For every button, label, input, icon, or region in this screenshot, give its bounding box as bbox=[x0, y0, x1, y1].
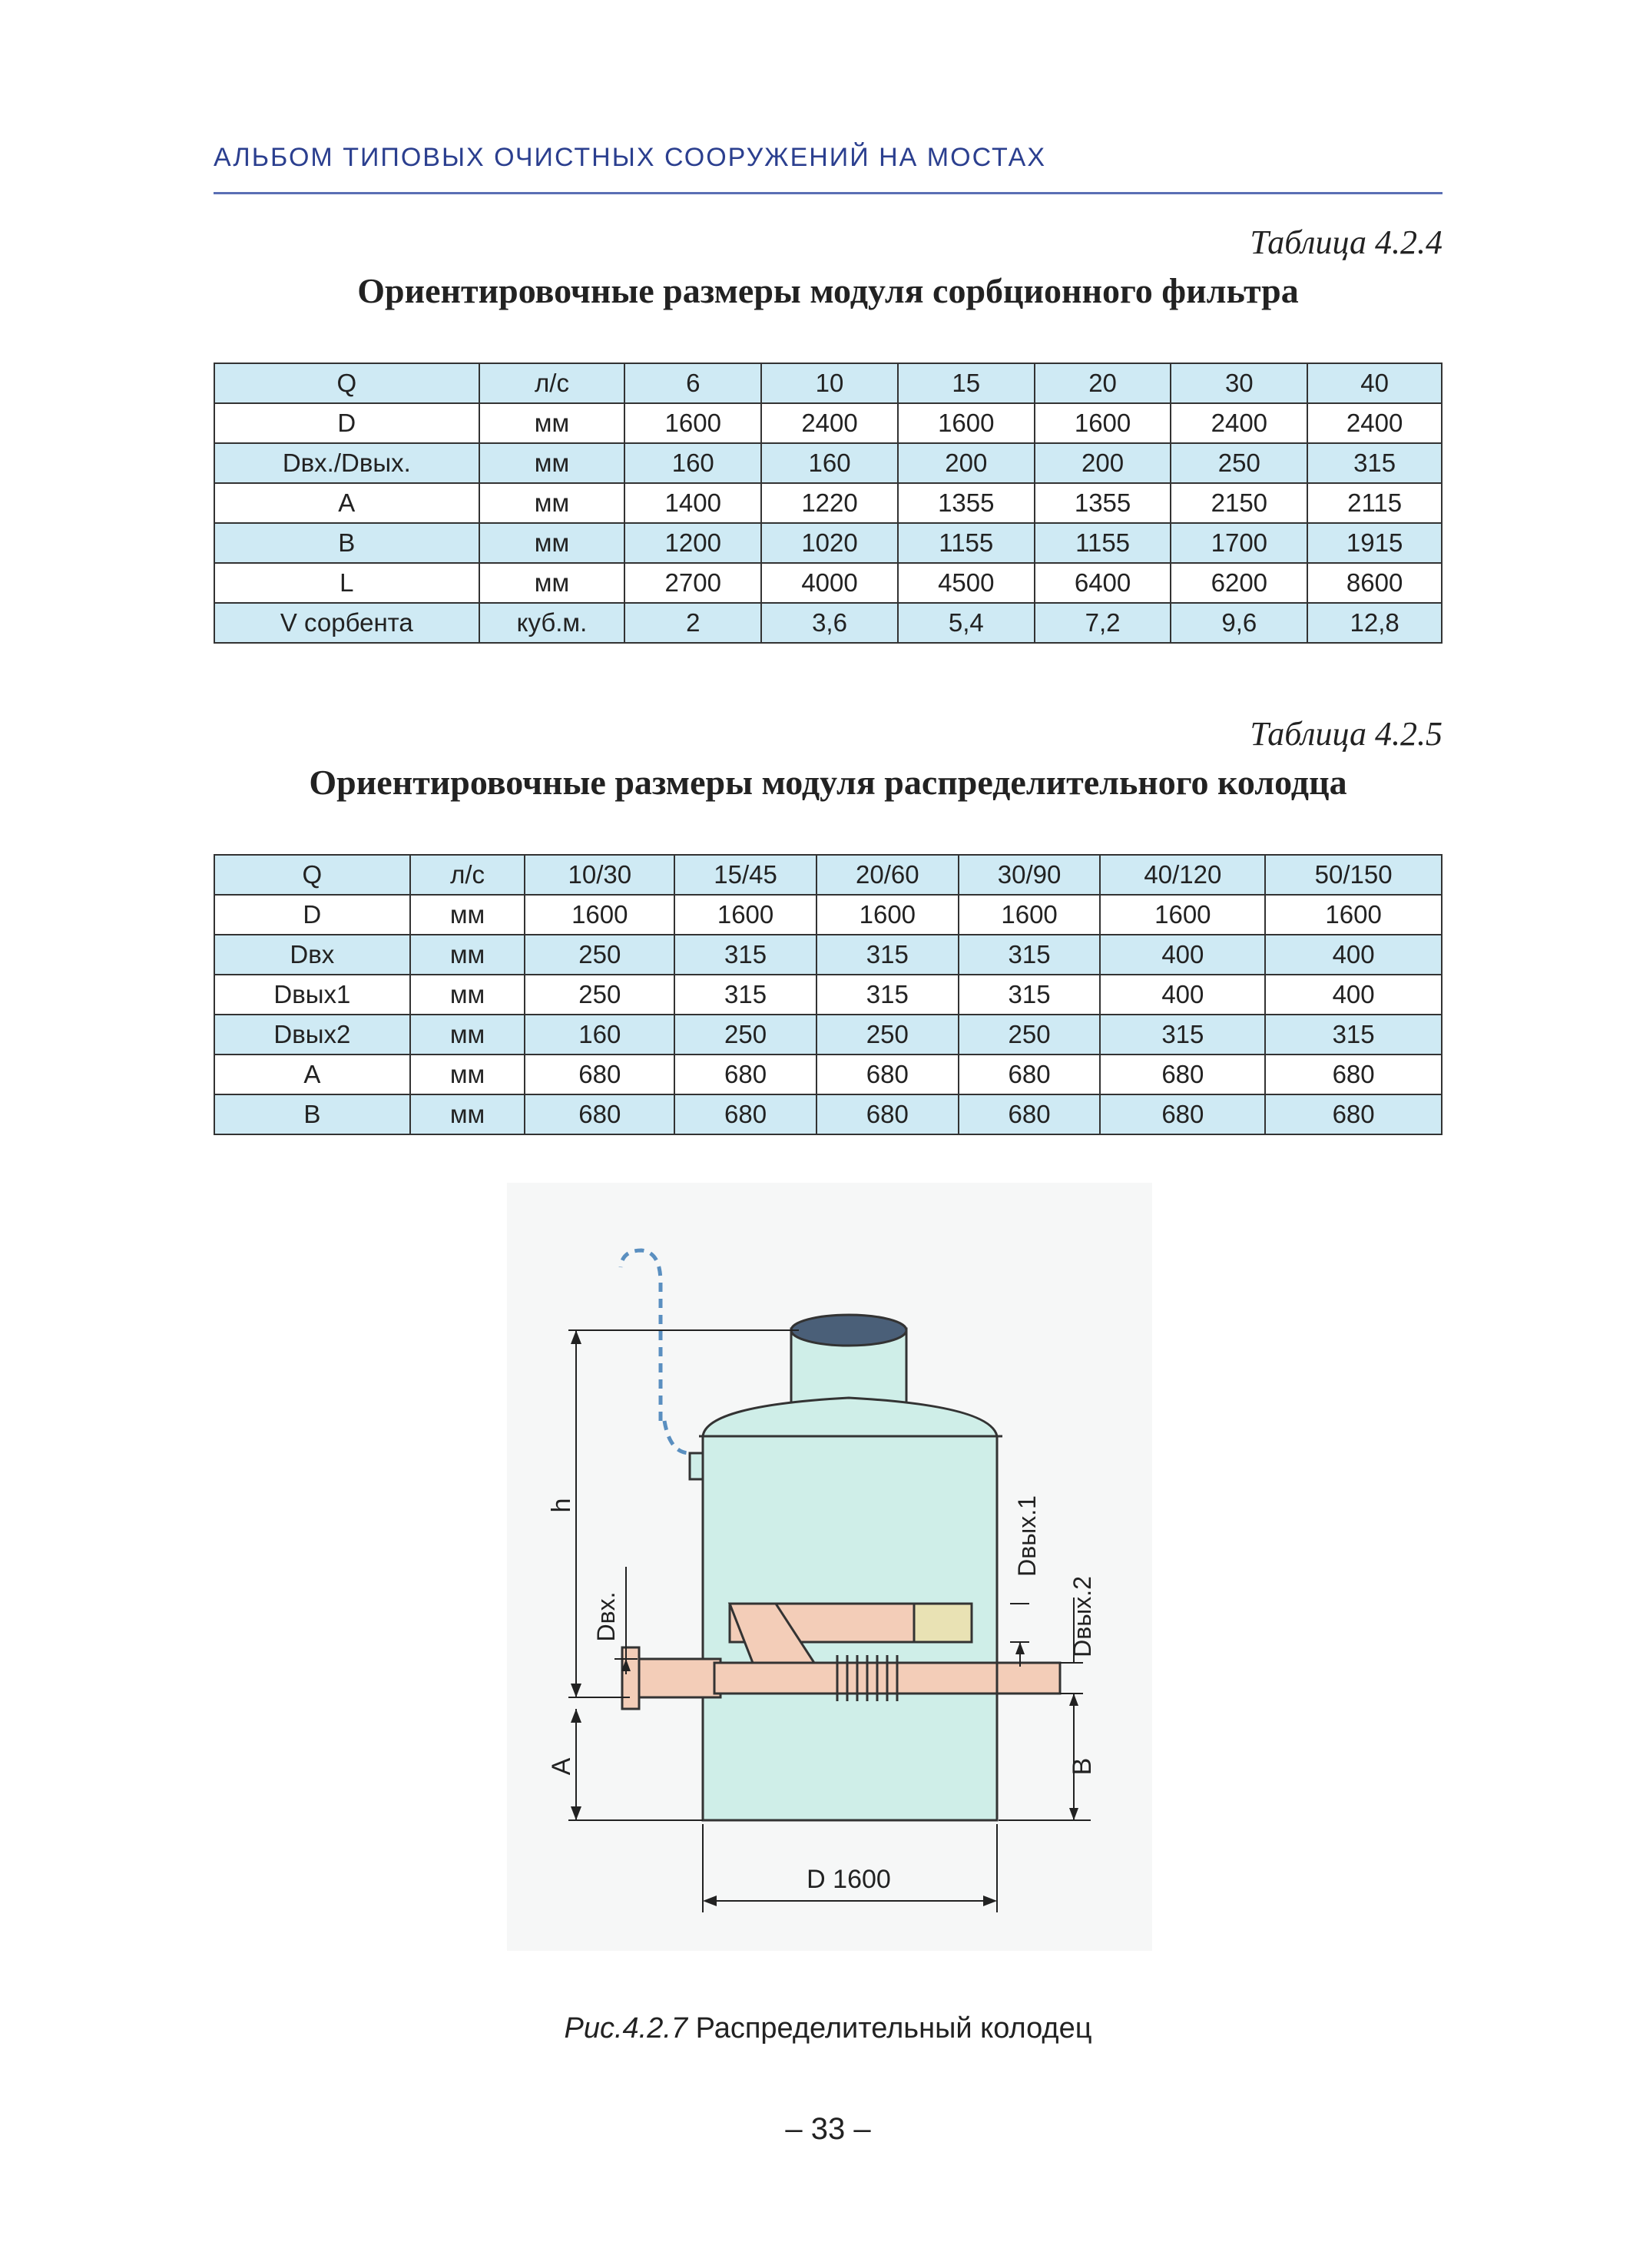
table-cell: 1155 bbox=[1035, 523, 1171, 563]
row-unit: мм bbox=[410, 935, 525, 975]
row-unit: мм bbox=[479, 563, 625, 603]
table-cell: 20 bbox=[1035, 363, 1171, 403]
row-unit: мм bbox=[479, 443, 625, 483]
table-cell: 680 bbox=[959, 1094, 1101, 1134]
table-cell: 200 bbox=[898, 443, 1035, 483]
row-parameter: Q bbox=[214, 855, 410, 895]
outlet-1-end bbox=[914, 1604, 972, 1642]
table-cell: 1220 bbox=[761, 483, 898, 523]
row-unit: мм bbox=[479, 523, 625, 563]
row-unit: куб.м. bbox=[479, 603, 625, 643]
table-cell: 1600 bbox=[1100, 895, 1265, 935]
tank-lid bbox=[791, 1315, 906, 1346]
table-cell: 1600 bbox=[624, 403, 761, 443]
table-cell: 1600 bbox=[1265, 895, 1442, 935]
label-d-in: Dвх. bbox=[592, 1591, 620, 1642]
table-cell: 250 bbox=[674, 1015, 816, 1055]
table-cell: 9,6 bbox=[1171, 603, 1307, 643]
table-cell: 2400 bbox=[1307, 403, 1442, 443]
table-row bbox=[214, 483, 1442, 523]
table-cell: 315 bbox=[1100, 1015, 1265, 1055]
table-row bbox=[214, 403, 1442, 443]
row-unit: мм bbox=[479, 403, 625, 443]
table-cell: 400 bbox=[1265, 975, 1442, 1015]
table-cell: 1355 bbox=[1035, 483, 1171, 523]
table-cell: 160 bbox=[761, 443, 898, 483]
table-row bbox=[214, 1055, 1442, 1094]
table-cell: 30 bbox=[1171, 363, 1307, 403]
label-d-1600: D 1600 bbox=[807, 1865, 891, 1894]
table-cell: 680 bbox=[816, 1055, 959, 1094]
table-row bbox=[214, 935, 1442, 975]
label-h: h bbox=[547, 1498, 576, 1513]
table-cell: 680 bbox=[1100, 1055, 1265, 1094]
row-unit: л/с bbox=[479, 363, 625, 403]
table-cell: 2150 bbox=[1171, 483, 1307, 523]
table-cell: 1020 bbox=[761, 523, 898, 563]
table-cell: 40 bbox=[1307, 363, 1442, 403]
table-cell: 1600 bbox=[1035, 403, 1171, 443]
table-cell: 15 bbox=[898, 363, 1035, 403]
table-cell: 315 bbox=[1265, 1015, 1442, 1055]
table-cell: 680 bbox=[674, 1055, 816, 1094]
row-parameter: A bbox=[214, 1055, 410, 1094]
table-cell: 315 bbox=[816, 935, 959, 975]
table-cell: 250 bbox=[959, 1015, 1101, 1055]
table-cell: 315 bbox=[674, 975, 816, 1015]
table-cell: 680 bbox=[674, 1094, 816, 1134]
table-cell: 1200 bbox=[624, 523, 761, 563]
row-parameter: Q bbox=[214, 363, 479, 403]
table-cell: 12,8 bbox=[1307, 603, 1442, 643]
table-row bbox=[214, 1015, 1442, 1055]
table-row bbox=[214, 363, 1442, 403]
table-cell: 315 bbox=[959, 935, 1101, 975]
row-unit: л/с bbox=[410, 855, 525, 895]
table-1-number: Таблица 4.2.4 bbox=[1250, 223, 1443, 261]
table-cell: 200 bbox=[1035, 443, 1171, 483]
table-cell: 315 bbox=[674, 935, 816, 975]
table-cell: 1600 bbox=[674, 895, 816, 935]
table-cell: 400 bbox=[1265, 935, 1442, 975]
label-d-out-1: Dвых.1 bbox=[1013, 1495, 1041, 1577]
row-parameter: L bbox=[214, 563, 479, 603]
table-row bbox=[214, 603, 1442, 643]
table-cell: 250 bbox=[816, 1015, 959, 1055]
table-cell: 2400 bbox=[761, 403, 898, 443]
table-cell: 1355 bbox=[898, 483, 1035, 523]
row-parameter: D bbox=[214, 403, 479, 443]
corrugated-section bbox=[837, 1655, 897, 1701]
row-unit: мм bbox=[410, 895, 525, 935]
table-cell: 2 bbox=[624, 603, 761, 643]
table-cell: 6 bbox=[624, 363, 761, 403]
label-d-out-2: Dвых.2 bbox=[1068, 1576, 1096, 1657]
table-1-title: Ориентировочные размеры модуля сорбционного фильтра bbox=[357, 271, 1299, 310]
row-parameter: B bbox=[214, 1094, 410, 1134]
table-cell: 6400 bbox=[1035, 563, 1171, 603]
table-2-title: Ориентировочные размеры модуля распределительного колодца bbox=[309, 763, 1347, 802]
label-a: A bbox=[547, 1757, 576, 1776]
running-head: АЛЬБОМ ТИПОВЫХ ОЧИСТНЫХ СООРУЖЕНИЙ НА МОСТАХ bbox=[214, 143, 1046, 172]
table-cell: 10 bbox=[761, 363, 898, 403]
page-number: – 33 – bbox=[785, 2112, 871, 2146]
table-cell: 10/30 bbox=[525, 855, 674, 895]
table-cell: 2400 bbox=[1171, 403, 1307, 443]
table-cell: 1155 bbox=[898, 523, 1035, 563]
table-cell: 30/90 bbox=[959, 855, 1101, 895]
side-nozzle bbox=[690, 1453, 703, 1479]
header-rule bbox=[214, 192, 1443, 194]
table-cell: 160 bbox=[525, 1015, 674, 1055]
table-cell: 1600 bbox=[898, 403, 1035, 443]
row-parameter: Dвых1 bbox=[214, 975, 410, 1015]
figure-caption-text: Распределительный колодец bbox=[695, 2012, 1092, 2045]
table-cell: 680 bbox=[959, 1055, 1101, 1094]
row-unit: мм bbox=[410, 1015, 525, 1055]
table-cell: 680 bbox=[1100, 1094, 1265, 1134]
table-cell: 5,4 bbox=[898, 603, 1035, 643]
distribution-well-diagram bbox=[507, 1183, 1152, 1951]
row-unit: мм bbox=[410, 1094, 525, 1134]
inlet-pipe bbox=[636, 1659, 720, 1697]
row-unit: мм bbox=[410, 975, 525, 1015]
table-cell: 3,6 bbox=[761, 603, 898, 643]
table-cell: 1600 bbox=[525, 895, 674, 935]
table-cell: 7,2 bbox=[1035, 603, 1171, 643]
table-row bbox=[214, 563, 1442, 603]
table-row bbox=[214, 895, 1442, 935]
figure-number: Рис.4.2.7 bbox=[564, 2012, 688, 2045]
table-row bbox=[214, 523, 1442, 563]
table-cell: 680 bbox=[1265, 1094, 1442, 1134]
table-cell: 8600 bbox=[1307, 563, 1442, 603]
table-2-number: Таблица 4.2.5 bbox=[1250, 715, 1443, 753]
table-row bbox=[214, 1094, 1442, 1134]
table-cell: 315 bbox=[816, 975, 959, 1015]
table-cell: 315 bbox=[959, 975, 1101, 1015]
distribution-well-table bbox=[214, 854, 1443, 1135]
row-parameter: Dвых2 bbox=[214, 1015, 410, 1055]
sorption-filter-table bbox=[214, 363, 1443, 644]
row-unit: мм bbox=[410, 1055, 525, 1094]
table-cell: 2700 bbox=[624, 563, 761, 603]
table-cell: 250 bbox=[525, 975, 674, 1015]
label-b: B bbox=[1068, 1757, 1097, 1776]
table-cell: 680 bbox=[525, 1055, 674, 1094]
table-cell: 1700 bbox=[1171, 523, 1307, 563]
table-cell: 400 bbox=[1100, 975, 1265, 1015]
inlet-flange bbox=[622, 1647, 639, 1709]
table-cell: 4500 bbox=[898, 563, 1035, 603]
table-cell: 1915 bbox=[1307, 523, 1442, 563]
table-cell: 400 bbox=[1100, 935, 1265, 975]
row-parameter: B bbox=[214, 523, 479, 563]
table-cell: 250 bbox=[525, 935, 674, 975]
table-cell: 6200 bbox=[1171, 563, 1307, 603]
table-cell: 250 bbox=[1171, 443, 1307, 483]
table-cell: 160 bbox=[624, 443, 761, 483]
table-cell: 1400 bbox=[624, 483, 761, 523]
table-row bbox=[214, 975, 1442, 1015]
table-cell: 50/150 bbox=[1265, 855, 1442, 895]
table-cell: 1600 bbox=[816, 895, 959, 935]
row-unit: мм bbox=[479, 483, 625, 523]
table-cell: 680 bbox=[1265, 1055, 1442, 1094]
table-cell: 15/45 bbox=[674, 855, 816, 895]
figure-caption bbox=[214, 2012, 1443, 2045]
main-pipe bbox=[714, 1663, 1014, 1694]
table-cell: 40/120 bbox=[1100, 855, 1265, 895]
row-parameter: A bbox=[214, 483, 479, 523]
table-cell: 4000 bbox=[761, 563, 898, 603]
table-cell: 680 bbox=[525, 1094, 674, 1134]
table-cell: 20/60 bbox=[816, 855, 959, 895]
row-parameter: Dвх./Dвых. bbox=[214, 443, 479, 483]
row-parameter: D bbox=[214, 895, 410, 935]
table-cell: 1600 bbox=[959, 895, 1101, 935]
outlet-2-pipe bbox=[997, 1663, 1060, 1694]
table-row bbox=[214, 855, 1442, 895]
row-parameter: Dвх bbox=[214, 935, 410, 975]
table-cell: 2115 bbox=[1307, 483, 1442, 523]
table-cell: 680 bbox=[816, 1094, 959, 1134]
row-parameter: V сорбента bbox=[214, 603, 479, 643]
table-row bbox=[214, 443, 1442, 483]
table-cell: 315 bbox=[1307, 443, 1442, 483]
